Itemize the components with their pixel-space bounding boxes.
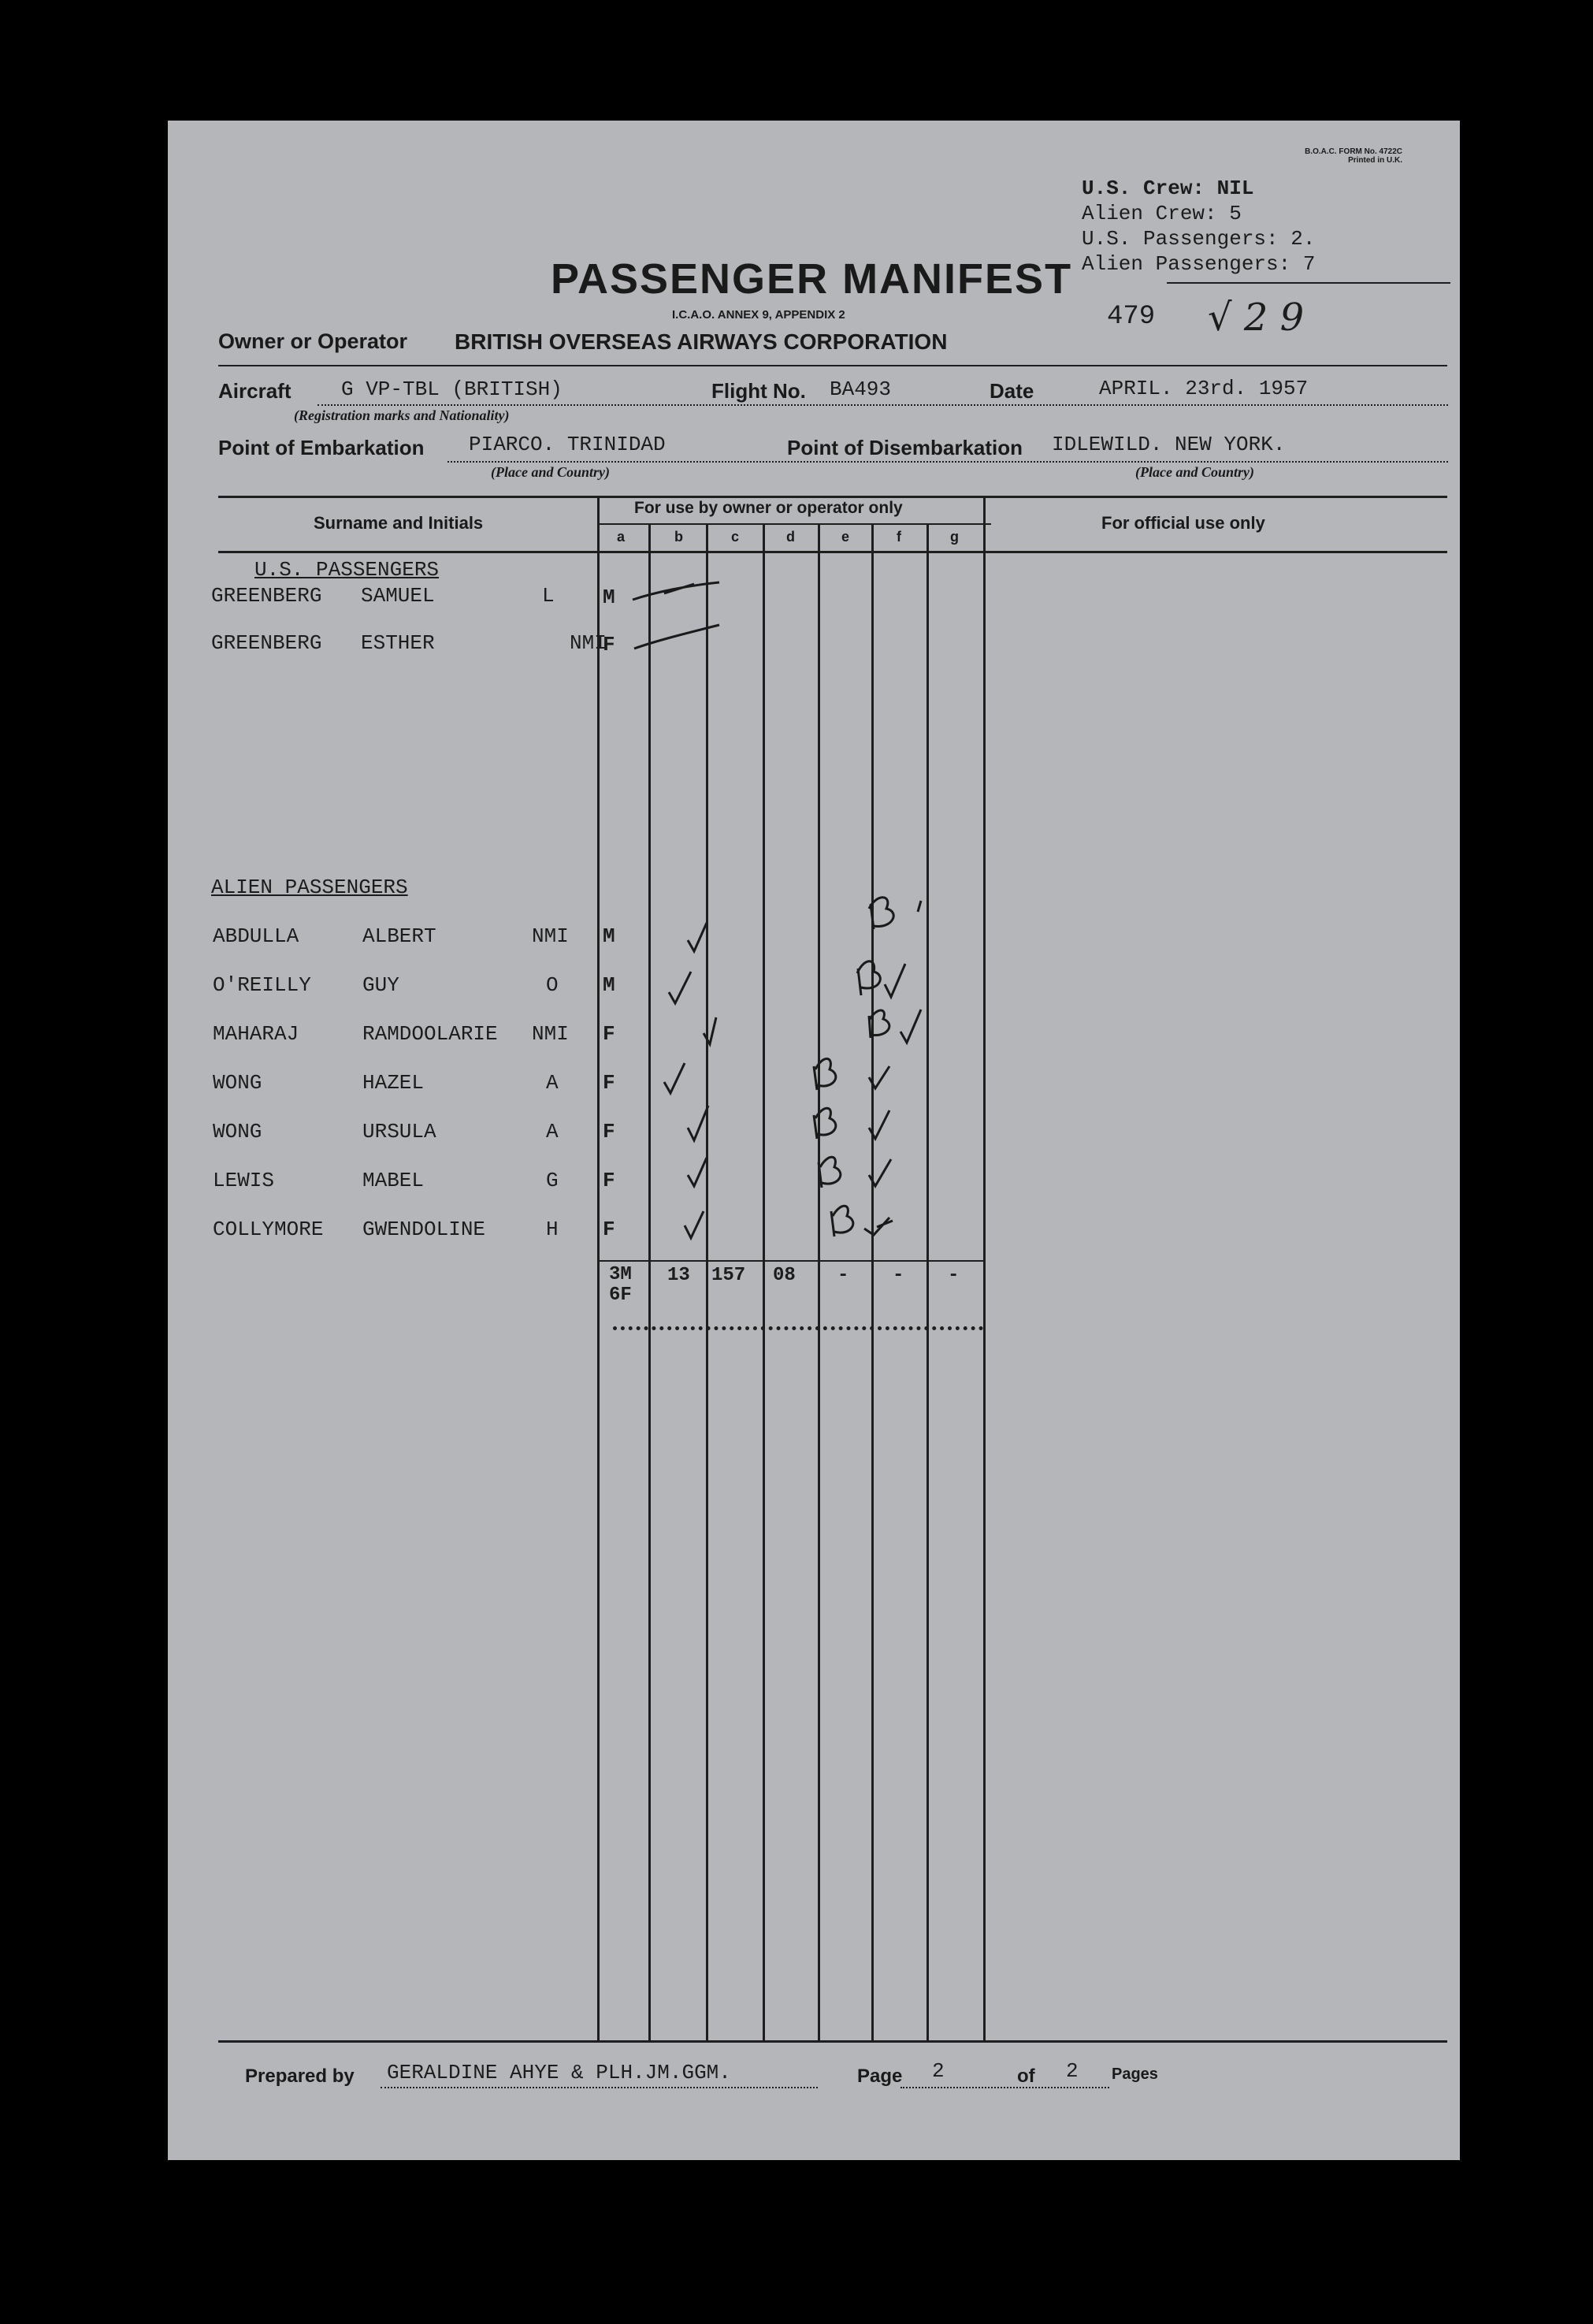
sex-cell: M — [603, 924, 615, 948]
surname-cell: MAHARAJ — [213, 1022, 299, 1046]
us-passengers-count: U.S. Passengers: 2. — [1082, 227, 1316, 251]
surname-cell: COLLYMORE — [213, 1218, 324, 1241]
aircraft-note: (Registration marks and Nationality) — [294, 407, 510, 423]
given-name-cell: HAZEL — [362, 1071, 425, 1095]
given-name-cell: RAMDOOLARIE — [362, 1022, 498, 1046]
surname-cell: WONG — [213, 1071, 262, 1095]
alien-passengers-count: Alien Passengers: 7 — [1082, 252, 1316, 276]
col-line-7 — [926, 523, 929, 2040]
page-subtitle: I.C.A.O. ANNEX 9, APPENDIX 2 — [672, 308, 845, 322]
given-name-cell: GWENDOLINE — [362, 1218, 486, 1241]
surname-cell: GREENBERG — [211, 584, 322, 608]
page-rule — [900, 2087, 1109, 2088]
table-row — [213, 1071, 607, 1103]
initial-cell: NMI — [532, 924, 569, 948]
col-line-4 — [763, 523, 765, 2040]
disembarkation-note: (Place and Country) — [1135, 464, 1254, 480]
handwritten-check-marks — [641, 877, 971, 1255]
col-f-header: f — [897, 529, 901, 545]
totals-f: - — [893, 1265, 904, 1286]
sex-cell: F — [603, 1218, 615, 1241]
page-label: Page — [857, 2066, 903, 2087]
aircraft-label: Aircraft — [218, 379, 291, 403]
form-reference — [1221, 147, 1402, 165]
given-name-cell: ALBERT — [362, 924, 436, 948]
surname-cell: WONG — [213, 1120, 262, 1143]
initial-cell: O — [546, 973, 559, 997]
initial-cell: NMI — [532, 1022, 569, 1046]
totals-g: - — [948, 1265, 960, 1286]
prepared-rule — [381, 2087, 818, 2088]
printed-in: Printed in U.K. — [1348, 156, 1402, 165]
sex-cell: F — [603, 633, 615, 656]
surname-cell: O'REILLY — [213, 973, 311, 997]
totals-male: 3M — [609, 1264, 632, 1285]
date-label: Date — [990, 379, 1034, 403]
embarkation-note: (Place and Country) — [491, 464, 610, 480]
date-value: APRIL. 23rd. 1957 — [1099, 377, 1309, 400]
embarkation-rule — [447, 461, 1448, 463]
sex-cell: F — [603, 1169, 615, 1192]
embarkation-label: Point of Embarkation — [218, 436, 425, 459]
section-us-passengers: U.S. PASSENGERS — [254, 558, 440, 582]
flight-value: BA493 — [830, 377, 892, 401]
table-top-rule — [218, 496, 1447, 498]
form-number: B.O.A.C. FORM No. 4722C — [1305, 147, 1402, 156]
page-title: PASSENGER MANIFEST — [551, 255, 1073, 303]
col-line-1 — [597, 496, 600, 2040]
col-b-header: b — [674, 529, 683, 545]
handwritten-mark: √ 2 9 — [1208, 296, 1305, 340]
table-row — [213, 1022, 607, 1054]
total-pages: 2 — [1066, 2059, 1079, 2083]
prepared-label: Prepared by — [245, 2066, 355, 2087]
owner-use-header: For use by owner or operator only — [634, 499, 903, 517]
totals-rule — [597, 1260, 986, 1262]
counts-block — [1082, 176, 1315, 277]
totals-b: 13 — [667, 1265, 690, 1286]
col-line-5 — [818, 523, 820, 2040]
owner-label: Owner or Operator — [218, 329, 408, 353]
table-row — [211, 631, 605, 663]
table-row — [213, 924, 607, 956]
pages-label: Pages — [1112, 2066, 1158, 2083]
section-alien-passengers: ALIEN PASSENGERS — [211, 876, 408, 899]
alien-crew-count: Alien Crew: 5 — [1082, 202, 1242, 225]
sex-cell: F — [603, 1120, 615, 1143]
disembarkation-value: IDLEWILD. NEW YORK. — [1052, 433, 1286, 456]
surname-cell: GREENBERG — [211, 631, 322, 655]
counts-underline — [1167, 282, 1450, 284]
col-c-header: c — [731, 529, 740, 545]
column-letter-rule — [597, 523, 991, 525]
table-row — [213, 973, 607, 1005]
disembarkation-label: Point of Disembarkation — [787, 436, 1023, 459]
given-name-cell: URSULA — [362, 1120, 436, 1143]
table-header-bottom-rule — [218, 551, 1447, 553]
col-a-header: a — [617, 529, 626, 545]
table-bottom-rule — [218, 2040, 1447, 2043]
col-line-8 — [983, 496, 986, 2040]
owner-value: BRITISH OVERSEAS AIRWAYS CORPORATION — [455, 329, 948, 354]
sex-cell: F — [603, 1022, 615, 1046]
given-name-cell: SAMUEL — [361, 584, 435, 608]
sex-cell: F — [603, 1071, 615, 1095]
given-name-cell: GUY — [362, 973, 399, 997]
col-g-header: g — [950, 529, 959, 545]
col-line-6 — [871, 523, 874, 2040]
owner-rule — [218, 365, 1447, 366]
totals-a — [609, 1265, 632, 1306]
initial-cell: G — [546, 1169, 559, 1192]
initial-cell: A — [546, 1120, 559, 1143]
table-row — [211, 584, 605, 615]
table-row — [213, 1169, 607, 1200]
table-row — [213, 1218, 607, 1249]
handwritten-number: 479 — [1107, 302, 1156, 332]
of-label: of — [1017, 2066, 1035, 2087]
aircraft-rule — [317, 404, 1448, 406]
totals-dotted-rule — [613, 1326, 983, 1330]
totals-female: 6F — [609, 1285, 632, 1306]
given-name-cell: ESTHER — [361, 631, 435, 655]
initial-cell: NMI — [570, 631, 607, 655]
totals-d: 08 — [773, 1265, 796, 1286]
totals-c: 157 — [711, 1265, 746, 1286]
us-crew-count: U.S. Crew: NIL — [1082, 177, 1254, 200]
initial-cell: A — [546, 1071, 559, 1095]
totals-e: - — [837, 1265, 849, 1286]
manifest-document — [168, 121, 1460, 2160]
sex-cell: M — [603, 973, 615, 997]
col-e-header: e — [841, 529, 850, 545]
strike-marks — [625, 562, 735, 672]
surname-cell: ABDULLA — [213, 924, 299, 948]
official-use-header: For official use only — [1101, 513, 1265, 533]
table-row — [213, 1120, 607, 1151]
aircraft-value: G VP-TBL (BRITISH) — [341, 377, 563, 401]
prepared-value: GERALDINE AHYE & PLH.JM.GGM. — [387, 2061, 731, 2084]
flight-label: Flight No. — [711, 379, 806, 403]
embarkation-value: PIARCO. TRINIDAD — [469, 433, 666, 456]
surname-cell: LEWIS — [213, 1169, 275, 1192]
surname-header: Surname and Initials — [314, 513, 484, 533]
col-d-header: d — [786, 529, 795, 545]
initial-cell: L — [542, 584, 555, 608]
sex-cell: M — [603, 586, 615, 609]
initial-cell: H — [546, 1218, 559, 1241]
given-name-cell: MABEL — [362, 1169, 425, 1192]
col-line-3 — [706, 523, 708, 2040]
page-number: 2 — [932, 2059, 945, 2083]
col-line-2 — [648, 523, 651, 2040]
